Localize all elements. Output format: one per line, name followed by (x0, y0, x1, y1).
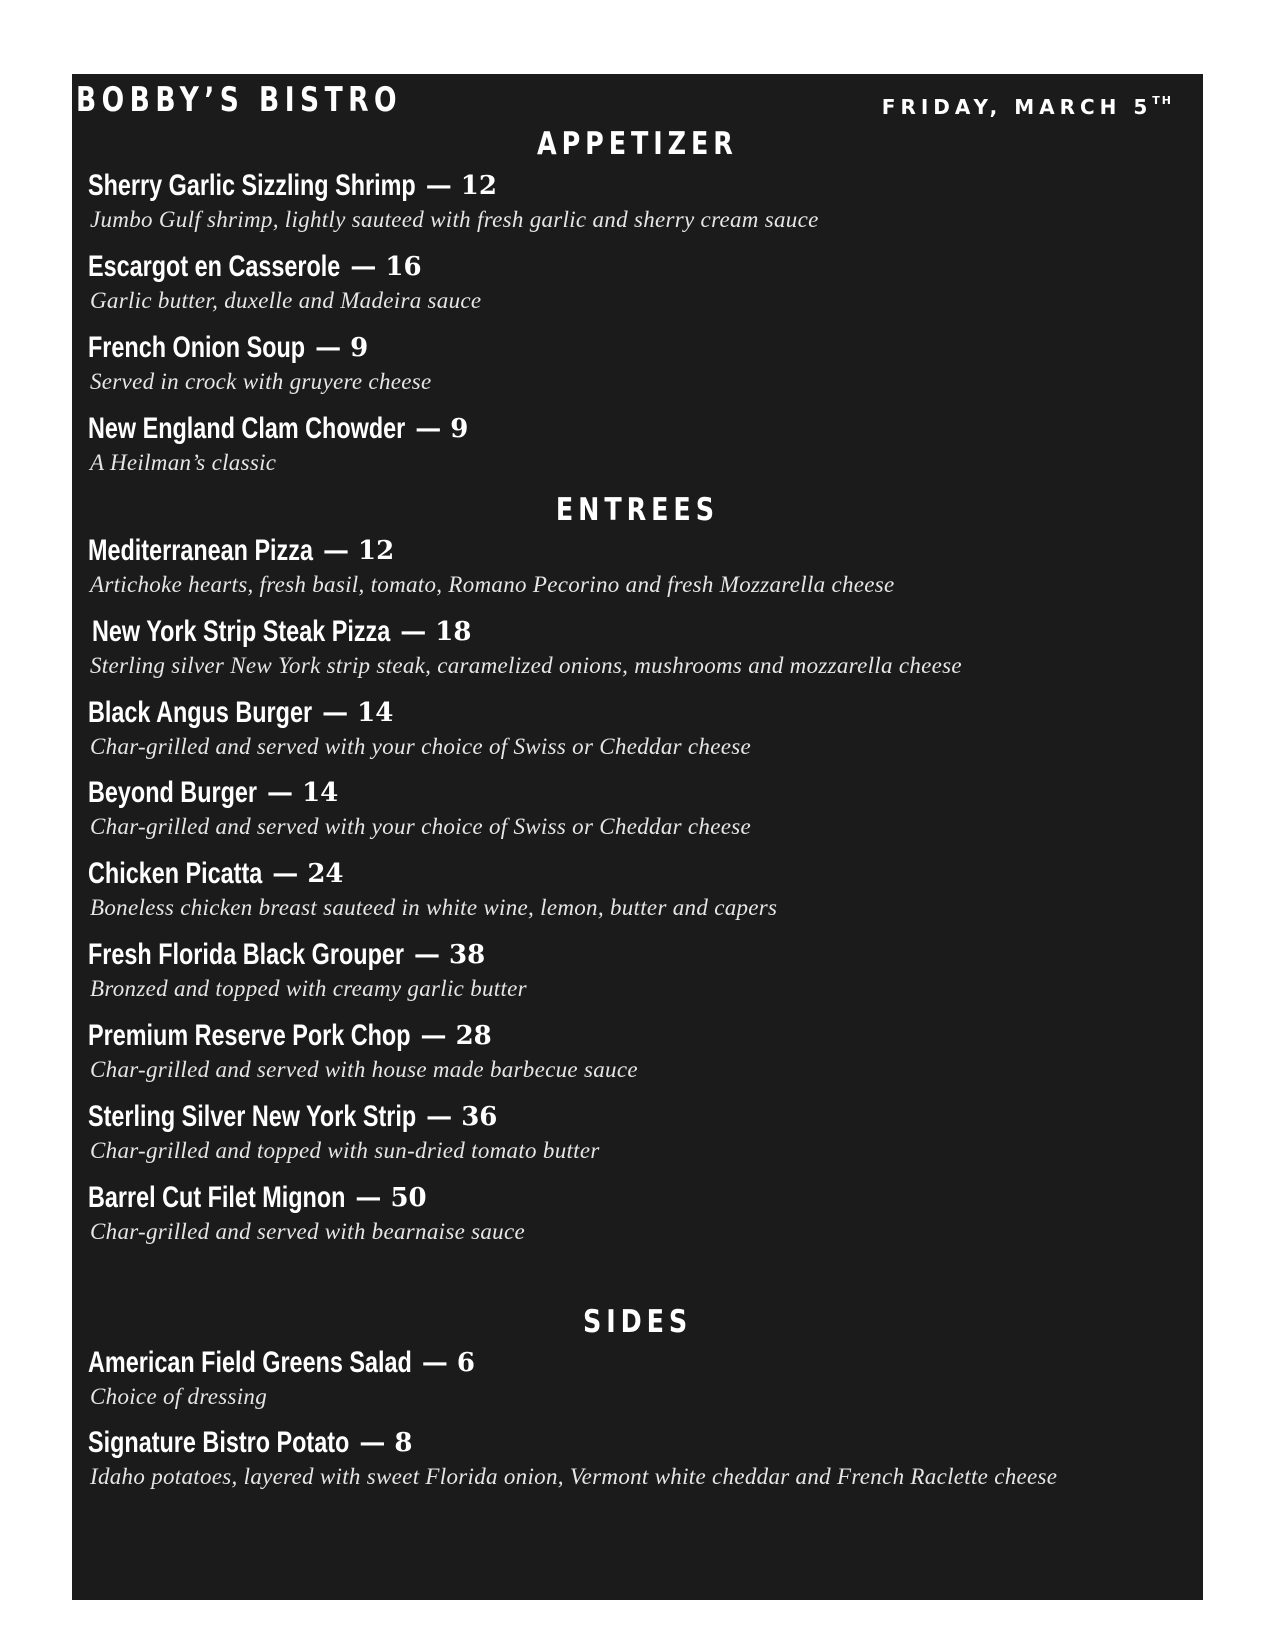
menu-item (88, 1017, 638, 1083)
menu-date-text: FRIDAY, MARCH 5 (881, 95, 1153, 119)
menu-date-suffix: TH (1152, 94, 1173, 107)
menu-item (88, 329, 432, 395)
item-price: — 6 (421, 1348, 475, 1378)
item-price: — 18 (400, 617, 472, 647)
menu-item (88, 774, 751, 840)
item-name: Black Angus Burger (88, 696, 313, 730)
section-title-entrees (72, 492, 1203, 528)
item-name: Signature Bistro Potato (88, 1426, 350, 1460)
menu-item (88, 694, 751, 760)
item-description: Bronzed and topped with creamy garlic butter (90, 976, 527, 1001)
item-price: — 28 (420, 1021, 492, 1051)
item-name: Fresh Florida Black Grouper (88, 938, 404, 972)
item-price: — 50 (355, 1183, 427, 1213)
item-price: — 14 (322, 698, 394, 728)
item-price: — 16 (350, 252, 422, 282)
menu-item (88, 1344, 503, 1410)
item-price: — 24 (272, 859, 344, 889)
item-description: Boneless chicken breast sauteed in white wine, lemon, butter and capers (90, 895, 778, 920)
item-name: Sherry Garlic Sizzling Shrimp (88, 169, 416, 203)
section-title-sides (72, 1304, 1203, 1340)
item-price: — 8 (359, 1428, 413, 1458)
item-name: Escargot en Casserole (88, 250, 341, 284)
item-price: — 12 (425, 171, 497, 201)
item-price: — 14 (267, 778, 339, 808)
item-name: American Field Greens Salad (88, 1346, 412, 1380)
item-description: Idaho potatoes, layered with sweet Florida onion, Vermont white cheddar and French Raclette cheese (90, 1464, 1058, 1489)
menu-item (88, 248, 481, 314)
menu-item (92, 613, 962, 679)
menu-panel (72, 74, 1203, 1600)
item-name: New York Strip Steak Pizza (92, 615, 391, 649)
item-name: French Onion Soup (88, 331, 306, 365)
restaurant-name: BOBBY’S BISTRO (76, 80, 403, 120)
item-description: Artichoke hearts, fresh basil, tomato, Romano Pecorino and fresh Mozzarella cheese (90, 572, 895, 597)
item-description: Garlic butter, duxelle and Madeira sauce (90, 288, 482, 313)
item-description: Char-grilled and served with bearnaise sauce (90, 1219, 525, 1244)
section-title-appetizer-text: APPETIZER (537, 126, 738, 162)
menu-item (88, 532, 895, 598)
item-description: Sterling silver New York strip steak, caramelized onions, mushrooms and mozzarella cheese (90, 653, 962, 678)
item-name: New England Clam Chowder (88, 412, 406, 446)
item-price: — 12 (322, 536, 395, 566)
item-price: — 38 (413, 940, 486, 970)
section-title-appetizer (72, 126, 1203, 162)
item-name: Beyond Burger (88, 776, 258, 810)
section-title-sides-text: SIDES (582, 1304, 693, 1340)
menu-item (88, 936, 527, 1002)
item-name: Barrel Cut Filet Mignon (88, 1181, 346, 1215)
item-price: — 36 (426, 1102, 498, 1132)
item-name: Premium Reserve Pork Chop (88, 1019, 411, 1053)
item-price: — 9 (415, 414, 469, 444)
menu-item (88, 167, 819, 233)
menu-item (88, 410, 495, 476)
item-name: Sterling Silver New York Strip (88, 1100, 417, 1134)
item-description: Served in crock with gruyere cheese (90, 369, 432, 394)
menu-item (88, 1179, 525, 1245)
item-description: Char-grilled and topped with sun-dried tomato butter (90, 1138, 600, 1163)
item-description: Char-grilled and served with house made barbecue sauce (90, 1057, 638, 1082)
item-description: Char-grilled and served with your choice of Swiss or Cheddar cheese (90, 814, 751, 839)
item-description: A Heilman’s classic (90, 450, 277, 475)
item-name: Mediterranean Pizza (88, 534, 313, 568)
item-description: Choice of dressing (90, 1384, 268, 1409)
menu-item (88, 1098, 600, 1164)
item-name: Chicken Picatta (88, 857, 263, 891)
section-title-entrees-text: ENTREES (555, 492, 720, 528)
item-description: Jumbo Gulf shrimp, lightly sauteed with fresh garlic and sherry cream sauce (90, 207, 819, 232)
menu-date (882, 94, 1173, 119)
item-price: — 9 (315, 333, 369, 363)
item-description: Char-grilled and served with your choice of Swiss or Cheddar cheese (90, 734, 751, 759)
menu-item (88, 855, 777, 921)
menu-item (88, 1424, 1057, 1490)
